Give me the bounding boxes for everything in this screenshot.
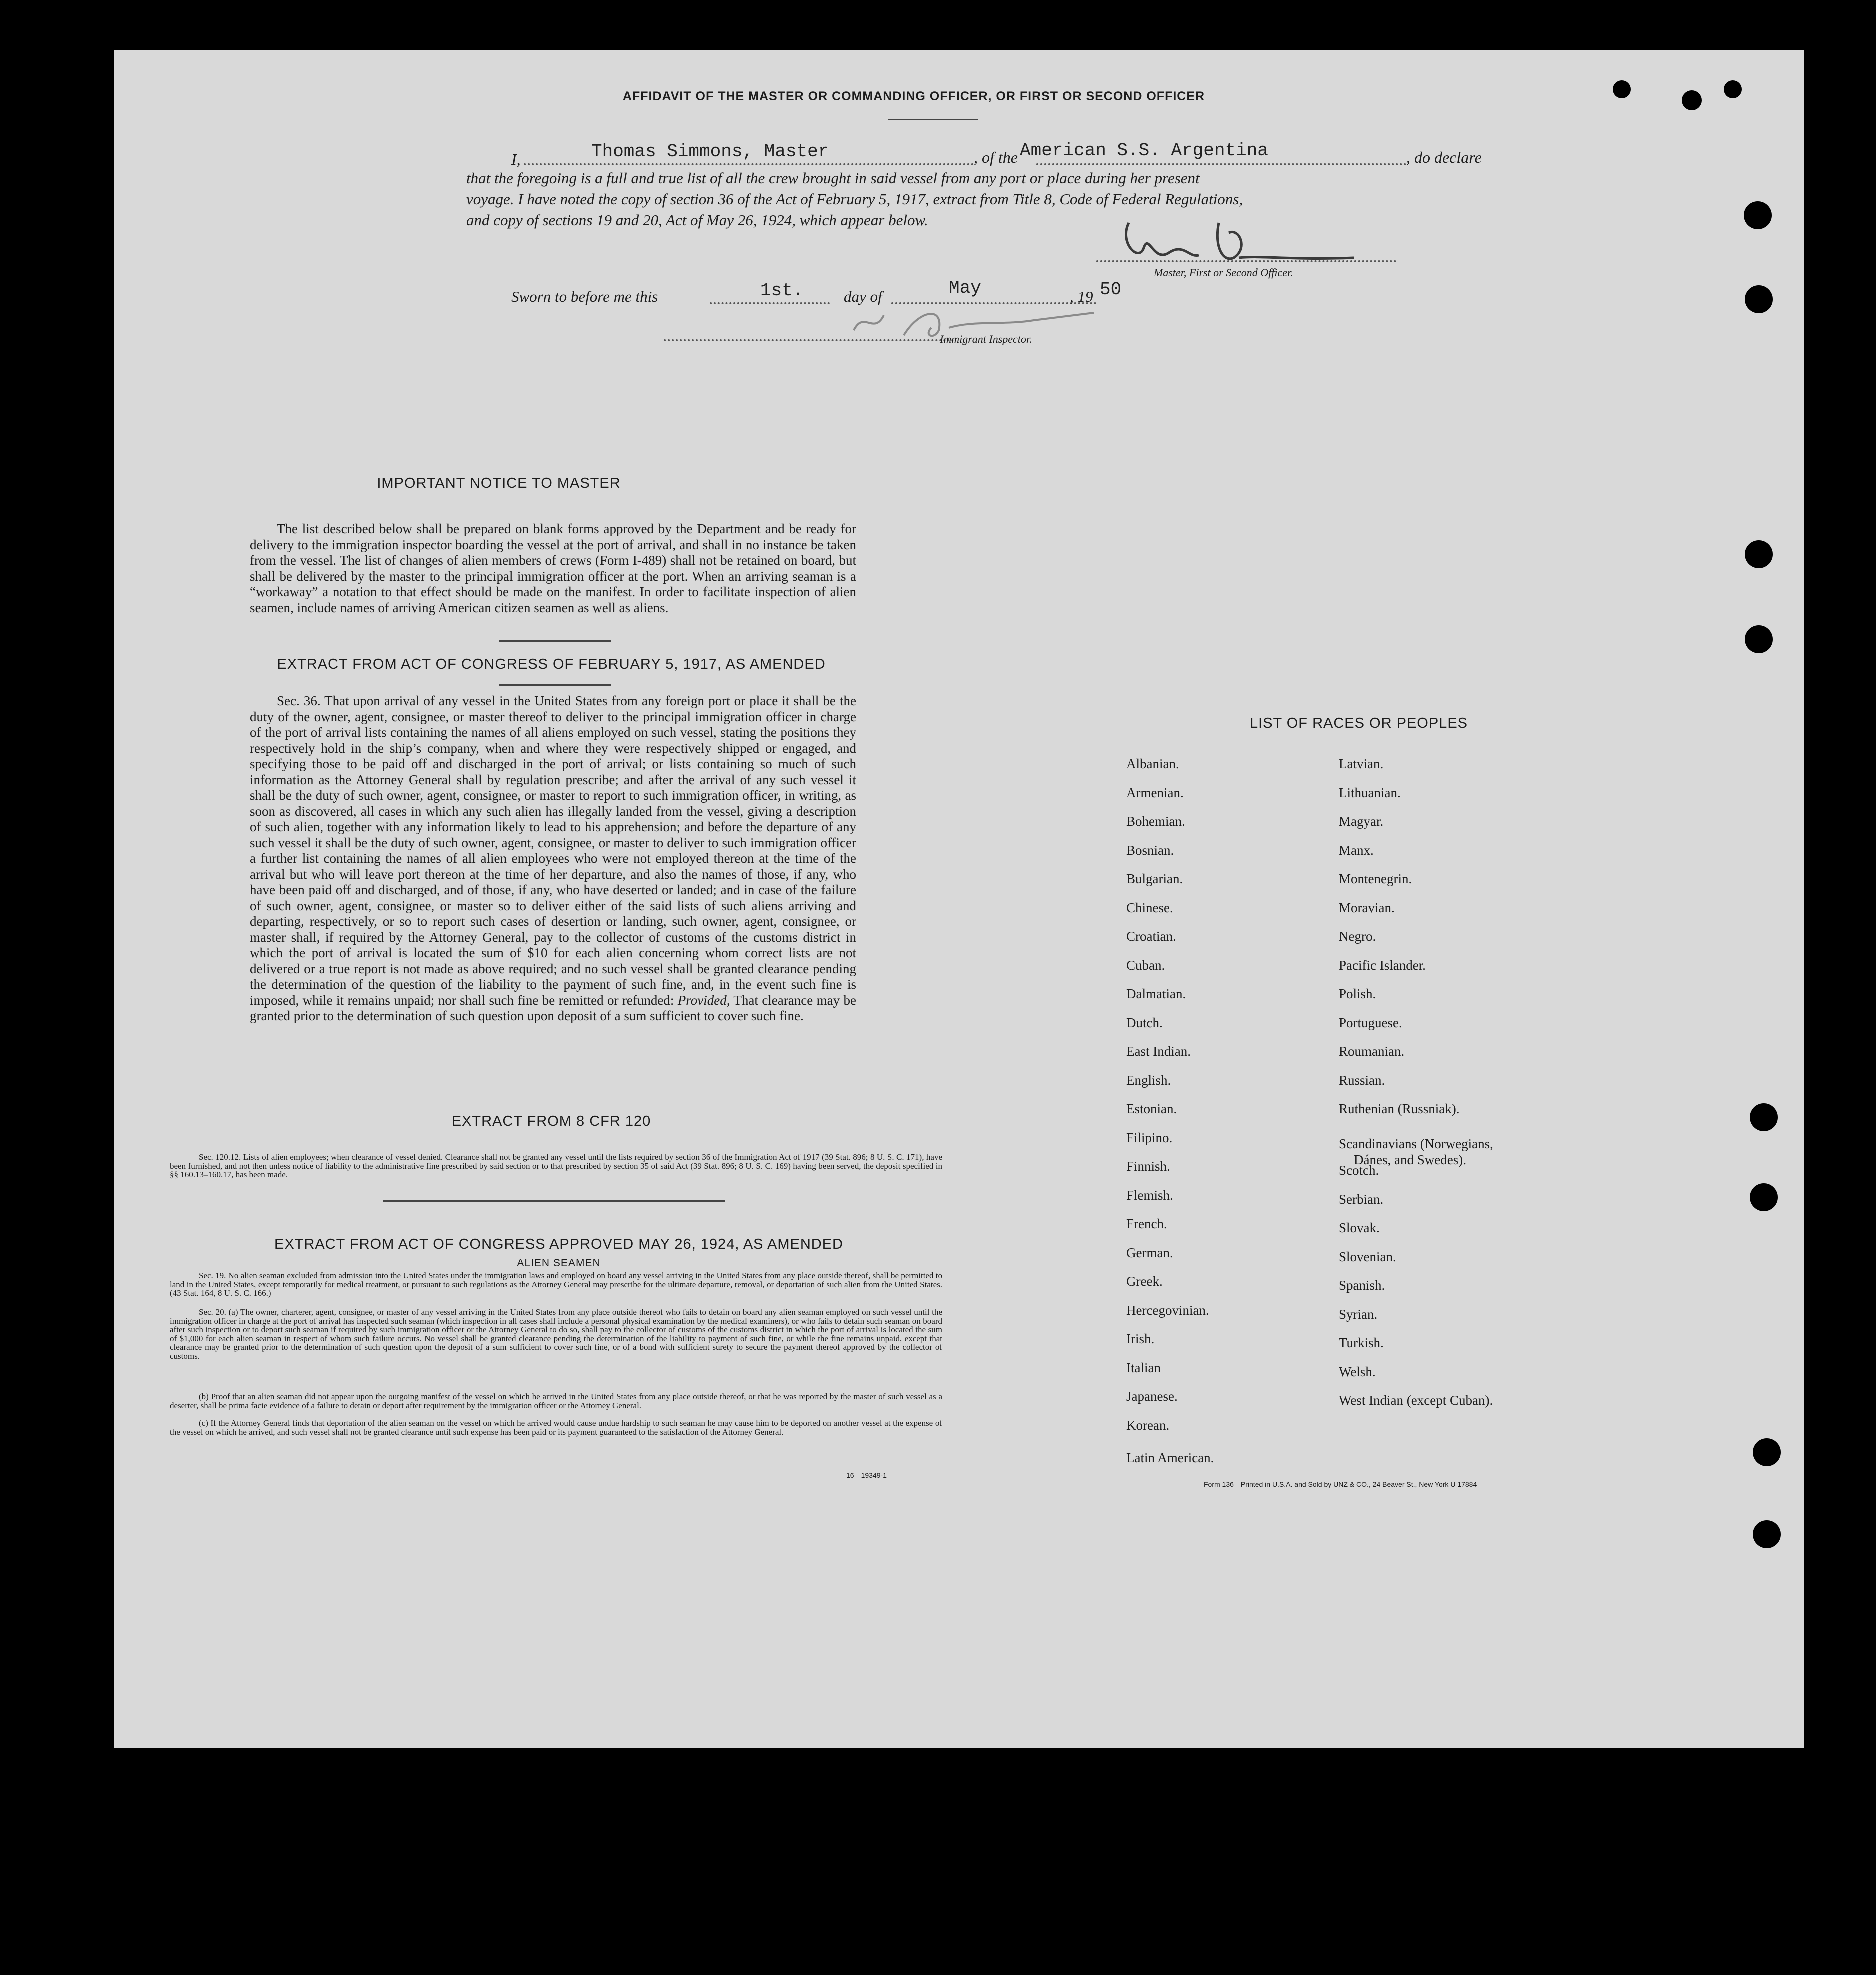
race-item: Scandinavians (Norwegians, xyxy=(1339,1136,1494,1151)
inspector-signature-line xyxy=(664,339,954,341)
cfr-title: EXTRACT FROM 8 CFR 120 xyxy=(452,1113,652,1129)
punch-hole xyxy=(1750,1183,1778,1211)
punch-hole xyxy=(1682,90,1702,110)
year-prefix: , 19 xyxy=(1070,288,1094,305)
race-item: Portuguese. xyxy=(1339,1015,1402,1030)
form-code: 16—19349-1 xyxy=(846,1471,887,1479)
race-item: Albanian. xyxy=(1126,756,1180,771)
provided-word: Provided, xyxy=(678,992,730,1008)
race-item: Scotch. xyxy=(1339,1163,1380,1178)
races-title: LIST OF RACES OR PEOPLES xyxy=(1250,715,1468,731)
affidavit-line-3: voyage. I have noted the copy of section 36 of the Act of February 5, 1917, extract from Title 8, Code of Federal Regulations, xyxy=(466,190,1244,208)
affidavit-line-2: that the foregoing is a full and true list of all the crew brought in said vessel from any port or place during her present xyxy=(466,169,1200,187)
vessel-line xyxy=(1036,163,1406,165)
race-item: Turkish. xyxy=(1339,1335,1384,1350)
punch-hole xyxy=(1724,80,1742,98)
punch-hole xyxy=(1745,540,1773,568)
notice-rule xyxy=(499,640,612,642)
sworn-label: Sworn to before me this xyxy=(512,288,658,305)
race-item: Greek. xyxy=(1126,1274,1163,1289)
race-item: Irish. xyxy=(1126,1331,1155,1346)
race-item: Hercegovinian. xyxy=(1126,1302,1210,1318)
race-item: Slovak. xyxy=(1339,1220,1380,1235)
punch-hole xyxy=(1744,201,1772,229)
race-item: Korean. xyxy=(1126,1417,1170,1433)
race-item: Dánes, and Swedes). xyxy=(1354,1152,1466,1167)
day-line xyxy=(710,302,830,304)
race-item: Manx. xyxy=(1339,842,1374,858)
race-item: West Indian (except Cuban). xyxy=(1339,1393,1494,1408)
race-item: Armenian. xyxy=(1126,785,1184,800)
extract-1924-title: EXTRACT FROM ACT OF CONGRESS APPROVED MAY 26, 1924, AS AMENDED xyxy=(274,1236,844,1252)
affidavit-title: AFFIDAVIT OF THE MASTER OR COMMANDING OFFICER, OR FIRST OR SECOND OFFICER xyxy=(622,89,1206,103)
year-field: 50 xyxy=(1100,279,1122,300)
punch-hole xyxy=(1745,285,1773,313)
printer-imprint: Form 136—Printed in U.S.A. and Sold by UNZ & CO., 24 Beaver St., New York U 17884 xyxy=(1204,1480,1478,1488)
race-item: Japanese. xyxy=(1126,1389,1178,1404)
race-item: Russian. xyxy=(1339,1072,1386,1088)
title-rule xyxy=(888,119,978,120)
race-item: German. xyxy=(1126,1245,1174,1260)
sec-19-text: Sec. 19. No alien seaman excluded from admission into the United States under the immigration laws and employed on board any vessel arriving in the United States from any place outside thereof, shall be permitted to land in the United States, except temporarily for medical treatment, or pursuant to such regulations as the Attorney General may prescribe for the ultimate departure, removal, or deportation of such alien from the United States. (43 Stat. 164, 8 U. S. C. 166.) xyxy=(170,1271,942,1298)
inspector-caption: Immigrant Inspector. xyxy=(940,333,1032,345)
race-item: Flemish. xyxy=(1126,1187,1174,1203)
race-item: Croatian. xyxy=(1126,929,1176,944)
punch-hole xyxy=(1750,1103,1778,1131)
extract-1917-title: EXTRACT FROM ACT OF CONGRESS OF FEBRUARY 5, 1917, AS AMENDED xyxy=(277,656,826,672)
punch-hole xyxy=(1745,625,1773,653)
race-item: Montenegrin. xyxy=(1339,871,1412,886)
master-signature-line xyxy=(1096,260,1396,262)
race-item: Estonian. xyxy=(1126,1101,1178,1116)
sec-36-text xyxy=(250,693,856,1024)
race-item: Latvian. xyxy=(1339,756,1384,771)
race-item: Slovenian. xyxy=(1339,1249,1396,1264)
sec-20c-text: (c) If the Attorney General finds that deportation of the alien seaman on the vessel on which he arrived would cause undue hardship to such seaman he may cause him to be deported on another vessel at the expense of the vessel on which he arrived, and such vessel shall not be granted clearance until such expense has been paid or its payment guaranteed to the satisfaction of the Attorney General. xyxy=(170,1418,942,1437)
sec-20b-text: (b) Proof that an alien seaman did not appear upon the outgoing manifest of the vessel on which he arrived in the United States from any place outside thereof, or that he was reported by the master of such vessel as a deserter, shall be prima facie evidence of a failure to detain or deport after requirement by the immigration officer or the Attorney General. xyxy=(170,1392,942,1410)
do-declare-label: , do declare xyxy=(1406,148,1482,166)
race-item: Moravian. xyxy=(1339,900,1395,915)
cfr-rule xyxy=(383,1200,726,1202)
race-item: Serbian. xyxy=(1339,1191,1384,1207)
form-page xyxy=(114,50,1804,1748)
punch-hole xyxy=(1753,1520,1781,1548)
affidavit-line-4: and copy of sections 19 and 20, Act of May 26, 1924, which appear below. xyxy=(466,211,928,229)
race-item: Bohemian. xyxy=(1126,814,1186,829)
day-field: 1st. xyxy=(760,280,804,301)
race-item: Bulgarian. xyxy=(1126,871,1184,886)
sec-20a-text: Sec. 20. (a) The owner, charterer, agent, consignee, or master of any vessel arriving in the United States from any place outside thereof who fails to detain on board any alien seaman employed on such vessel until the immigration officer in charge at the port of arrival has inspected such seaman (which inspection in all cases shall include a personal physical examination by the medical examiners), or who fails to detain such seaman on board after such inspection or to deport such seaman if required by such immigration officer or the Attorney General to do so, shall pay to the collector of customs of the customs district in which the port of arrival is located the sum of $1,000 for each alien seaman in respect of whom such failure occurs. No vessel shall be granted clearance pending the determination of the liability to payment of such fine, or while the fine remains unpaid, except that clearance may be granted prior to the determination of such question upon the deposit of a sum sufficient to cover such fine, or of a bond with sufficient surety to secure the payment thereof approved by the collector of customs. xyxy=(170,1307,942,1361)
of-the-label: , of the xyxy=(974,148,1018,166)
race-item: French. xyxy=(1126,1216,1168,1231)
race-item: Bosnian. xyxy=(1126,842,1174,858)
cfr-text: Sec. 120.12. Lists of alien employees; when clearance of vessel denied. Clearance shall not be granted any vessel until the lists required by section 36 of the Immigration Act of 1917 (39 Stat. 896; 8 U. S. C. 171), have been furnished, and not then unless notice of liability to the administrative fine prescribed by said section or to that prescribed by section 35 of said Act (39 Stat. 896; 8 U. S. C. 169) having been served, the deposit specified in §§ 160.13–160.17, has been made. xyxy=(170,1152,942,1179)
race-item: Dalmatian. xyxy=(1126,986,1186,1001)
race-item: Negro. xyxy=(1339,929,1376,944)
sec-36-text-b: That clearance may be granted prior to the determination of such question upon deposit of a sum sufficient to cover such fine. xyxy=(250,992,856,1023)
race-item: English. xyxy=(1126,1072,1172,1088)
punch-hole xyxy=(1753,1438,1781,1466)
master-signature xyxy=(1114,208,1364,273)
master-caption: Master, First or Second Officer. xyxy=(1154,266,1294,279)
race-item: Finnish. xyxy=(1126,1159,1170,1174)
notice-title: IMPORTANT NOTICE TO MASTER xyxy=(377,475,621,491)
race-item: Syrian. xyxy=(1339,1306,1378,1322)
alien-seamen-subtitle: ALIEN SEAMEN xyxy=(517,1257,601,1269)
notice-text: The list described below shall be prepared on blank forms approved by the Department and be ready for delivery to the immigration inspector boarding the vessel at the port of arrival, and shall in no instance be taken from the vessel. The list of changes of alien members of crews (Form I-489) shall not be retained on board, but shall be delivered by the master to the principal immigration officer at the port. When an arriving seaman is a “workaway” a notation to that effect should be made on the manifest. In order to facilitate inspection of alien seamen, include names of arriving American citizen seamen as well as aliens. xyxy=(250,521,856,615)
race-item: Italian xyxy=(1126,1360,1161,1375)
race-item: Latin American. xyxy=(1126,1450,1214,1465)
race-item: Polish. xyxy=(1339,986,1376,1001)
master-name-field: Thomas Simmons, Master xyxy=(592,141,830,162)
race-item: Lithuanian. xyxy=(1339,785,1401,800)
race-item: Pacific Islander. xyxy=(1339,957,1426,973)
race-item: Magyar. xyxy=(1339,814,1384,829)
race-item: Spanish. xyxy=(1339,1278,1386,1293)
sec-36-text-a: Sec. 36. That upon arrival of any vessel in the United States from any foreign port or place it shall be the duty of the owner, agent, consignee, or master thereof to deliver to the principal immigration officer in charge of the port of arrival lists containing the names of all aliens employed on such vessel, stating the positions they respectively hold in the ship’s company, when and where they were respectively shipped or engaged, and specifying those to be paid off and discharged in the port of arrival; or lists containing so much of such information as the Attorney General shall by regulation prescribe; and after the arrival of any such vessel it shall be the duty of such owner, agent, consignee, or master to report to such immigration officer, in writing, as soon as discovered, all cases in which any such alien has illegally landed from the vessel, giving a description of such alien, together with any information likely to lead to his apprehension; and before the departure of any such vessel it shall be the duty of such owner, agent, consignee, or master to deliver to such immigration officer a further list containing the names of all alien employees who were not employed thereon at the time of the arrival but who will leave port thereon at the time of her departure, and also the names of those, if any, who have been paid off and discharged, and of those, if any, who have deserted or landed; and in case of the failure of such owner, agent, consignee, or master so to deliver either of the said lists of such aliens arriving and departing, respectively, or so to report such cases of desertion or landing, such owner, agent, consignee, or master shall, if required by the Attorney General, pay to the collector of customs of the customs district in which the port of arrival is located the sum of $10 for each alien concerning whom correct lists are not delivered or a true report is not made as above required; and no such vessel shall be granted clearance pending the determination of the question of the liability to the payment of such fine, and, in the event such fine is imposed, while it remains unpaid; nor shall such fine be remitted or refunded: xyxy=(250,693,856,1008)
extract-1917-rule xyxy=(499,684,612,686)
race-item: Chinese. xyxy=(1126,900,1174,915)
race-item: Ruthenian (Russniak). xyxy=(1339,1101,1460,1116)
race-item: East Indian. xyxy=(1126,1044,1191,1059)
race-item: Welsh. xyxy=(1339,1364,1376,1379)
master-name-line xyxy=(524,163,974,165)
month-field: May xyxy=(949,278,982,298)
race-item: Dutch. xyxy=(1126,1015,1163,1030)
vessel-field: American S.S. Argentina xyxy=(1020,140,1268,161)
i-label: I, xyxy=(512,150,521,168)
race-item: Cuban. xyxy=(1126,957,1166,973)
punch-hole xyxy=(1613,80,1631,98)
race-item: Roumanian. xyxy=(1339,1044,1405,1059)
day-of-label: day of xyxy=(844,288,882,305)
race-item: Filipino. xyxy=(1126,1130,1173,1145)
